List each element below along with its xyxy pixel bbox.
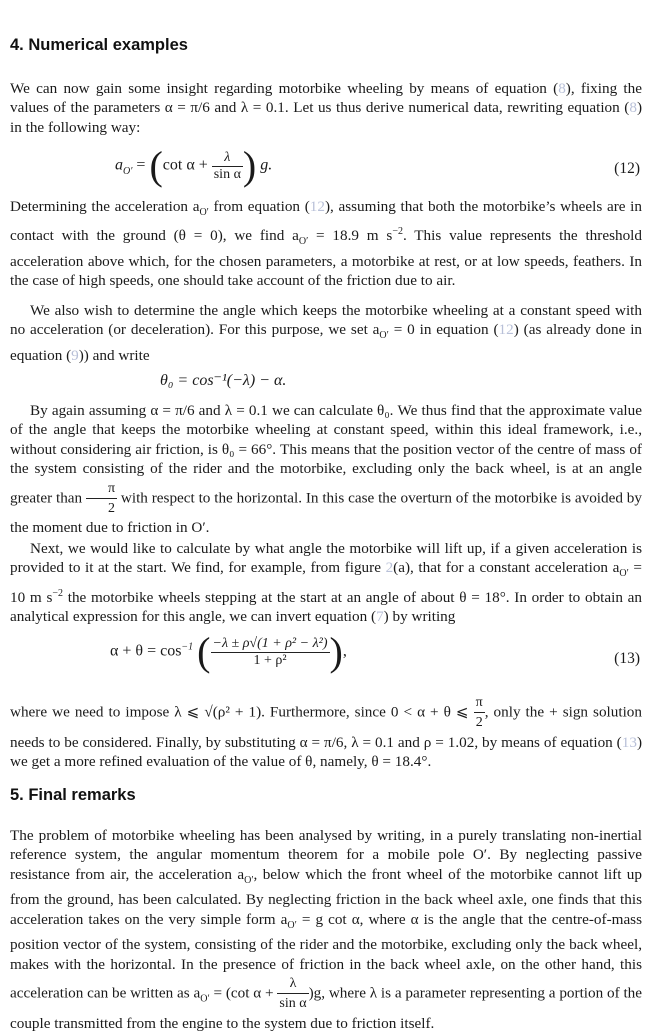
figure-ref-link[interactable]: 2 <box>385 559 394 577</box>
equation-12: $a_{O'} = (\cot$ α + $\frac{\lambda}{\text{sin α}}$ ) g. <box>115 143 273 188</box>
section-4-heading: 4. Numerical examples <box>10 36 188 54</box>
equation-ref-link[interactable]: 7 <box>376 608 384 626</box>
section-5-heading: 5. Final remarks <box>10 786 136 804</box>
paragraph-lift-angle: Next, we would like to calculate by what angle the motorbike will lift up, if a given acceleration is provided to it at the start. We find, for example, from figure 2(a), that for a constant acceleration $a_{O'} = 10$ m $s^{-2}$ the motorbike wheels stepping at the start at an angle of about θ = 18°. In order to obtain an analytical expression for this angle, we can invert equation (7) by writing <box>10 540 642 626</box>
paragraph-constraint: where we need to impose λ ⩽ √(ρ² + 1). Furthermore, since 0 < α + θ ⩽ $\frac{\pi}{2}$ , only the + sign solution needs to be considered. Finally, by substituting α = π/6, λ = 0.1 and ρ = 1.02, by means of equation (13) we get a more refined evaluation of the value of θ, namely, θ = 18.4°. <box>10 695 642 771</box>
equation-ref-link[interactable]: 12 <box>498 321 514 339</box>
equation-ref-link[interactable]: 9 <box>71 346 79 364</box>
equation-ref-link[interactable]: 13 <box>621 733 637 751</box>
equation-12-number: (12) <box>614 160 640 177</box>
equation-ref-link[interactable]: 8 <box>629 99 637 117</box>
paragraph-threshold: Determining the acceleration $a_{O'}$ from equation (12), assuming that both the motorbike’s wheels are in contact with the ground (θ = 0), we find $a_{O'} = 18.9$ m $s^{-2}$. This value represents the threshold acceleration above which, for the chosen parameters, a motorbike at rest, or at low speeds, feathers. In the case of high speeds, one should take account of the friction due to air. <box>10 198 642 290</box>
equation-theta0: θ₀ = cos⁻¹(−λ) − α. <box>160 372 287 389</box>
paragraph-final-remarks: The problem of motorbike wheeling has been analysed by writing, in a purely translating non-inertial reference system, the angular momentum theorem for a mobile pole O′. By neglecting passive resistance from air, the acceleration $a_{O'}$, below which the front wheel of the motorbike cannot lift up from the ground, has been calculated. By neglecting friction in the back wheel axle, one finds that this acceleration takes on the very simple form $a_{O'} = g$ cot α, where α is the angle that the centre-of-mass position vector of the system, consisting of the rider and the motorbike, excluding only the back wheel, makes with the horizontal. In the presence of friction in the back wheel axle, on the other hand, this acceleration can be written as $a_{O'} = (\cot$ α + $\frac{\lambda}{\text{sin α}}$ )g, where λ is a parameter representing a portion of the couple transmitted from the engine to the system due to friction itself. <box>10 827 643 1032</box>
paragraph-intro: We can now gain some insight regarding motorbike wheeling by means of equation (8), fixing the values of the parameters α = π/6 and λ = 0.1. Let us thus derive numerical data, rewriting equation (8) in the following way: <box>10 80 642 136</box>
paragraph-theta0: By again assuming α = π/6 and λ = 0.1 we can calculate θ₀. We thus find that the approximate value of the angle that keeps the motorbike wheeling at constant speed, within this ideal framework, i.e., without considering air friction, is θ₀ = 66°. This means that the position vector of the centre of mass of the system consisting of the rider and the motorbike, excluding only the back wheel, is at an angle greater than $\frac{\pi}{2}$ with respect to the horizontal. In this case the overturn of the motorbike is avoided by the moment due to friction in O′. <box>10 402 642 537</box>
equation-ref-link[interactable]: 12 <box>309 198 325 215</box>
equation-ref-link[interactable]: 8 <box>558 80 566 97</box>
equation-13-number: (13) <box>614 650 640 667</box>
paragraph-constant-speed: We also wish to determine the angle which keeps the motorbike wheeling at a constant speed with no acceleration (or deceleration). For this purpose, we set $a_{O'} = 0$ in equation (12) (as already done in equation (9)) and write <box>10 302 643 364</box>
equation-13: $\alpha + \theta = \cos^{-1}$ ( $\frac{\text{−λ ± ρ√(1 + ρ² − λ²)}}{\text{1 + ρ²}}$ ), <box>110 629 347 674</box>
